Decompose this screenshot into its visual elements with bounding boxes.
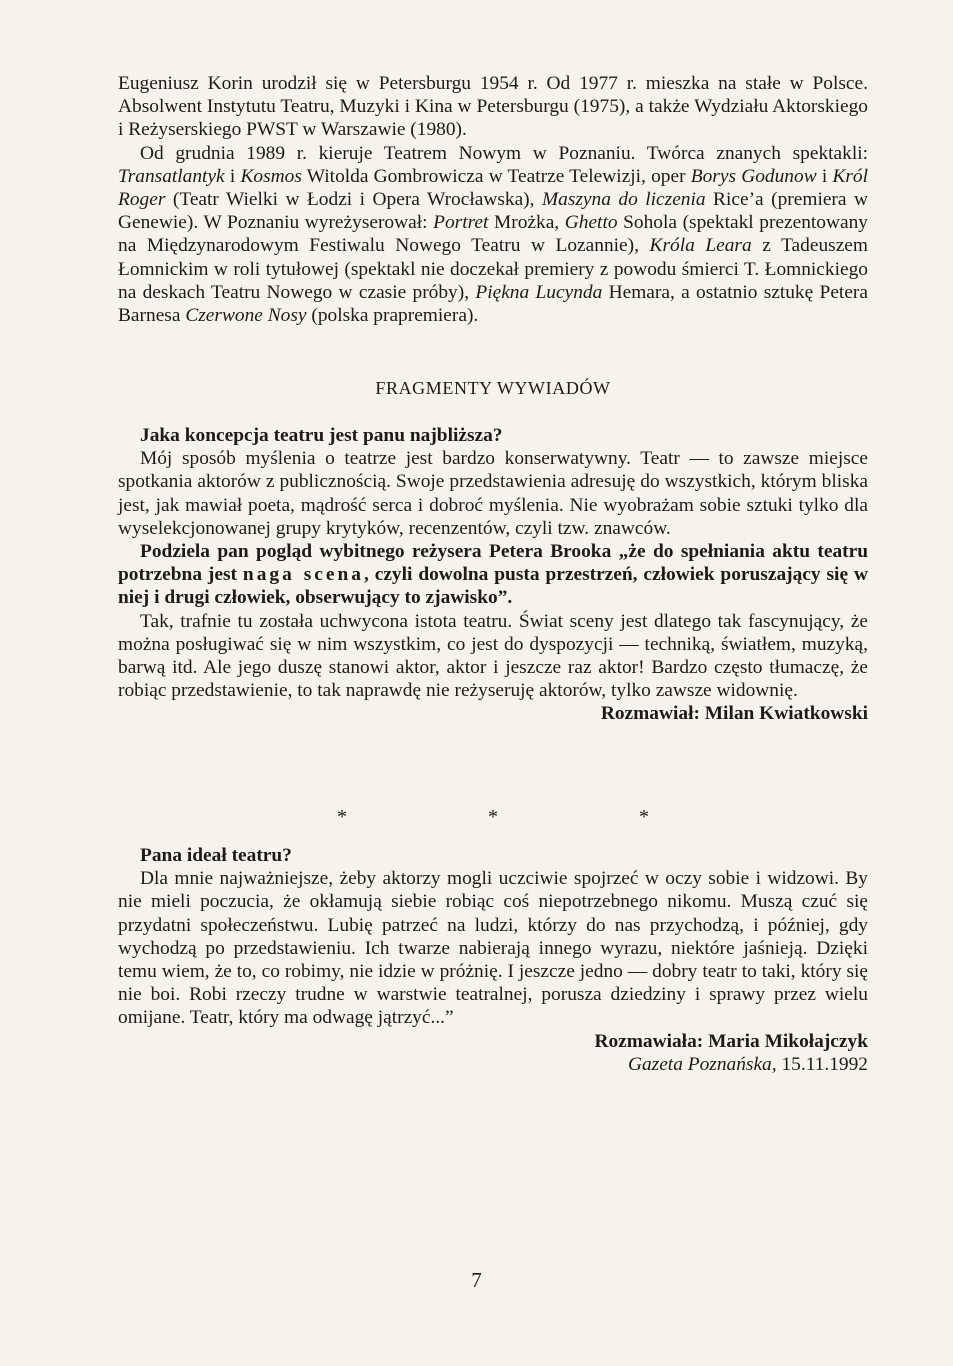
title-krol-roger: Król Roger xyxy=(118,165,868,211)
answer-1: Mój sposób myślenia o teatrze jest bardzo konserwatywny. Teatr — to zawsze miejsce spotkania aktorów z publicznością. Swoje przedstawienia adresuję do wszystkich, którym bliska jest, jak mawiał poeta, mądrość serca i dobroć myślenia. Nie wyobrażam sobie sztuki tylko dla wyselekcjonowanej grupy krytyków, recenzentów, czyli tzw. znawców. xyxy=(118,448,868,539)
title-czerwone-nosy: Czerwone Nosy xyxy=(185,305,307,327)
bio-text: (polska prapremiera). xyxy=(306,305,479,327)
bio-text: Mrożka, xyxy=(488,212,565,234)
bio-text: Hemara, a ostatnio sztukę Petera Barnesa xyxy=(118,281,868,327)
biography-section xyxy=(118,72,868,327)
answer-3: Dla mnie najważniejsze, żeby aktorzy mogli uczciwie spojrzeć w oczy sobie i widzowi. By nie mieli poczucia, że okłamują siebie robiąc coś niepotrzebnego nikomu. Muszą czuć się przydatni społeczeństwu. Lubię patrzeć na ludzi, którzy do nas przychodzą, i później, gdy wychodzą po przedstawieniu. Ich twarze nabierają innego wyrazu, niektóre jaśnieją. Dzięki temu wiem, że to, co robimy, nie idzie w próżnię. I jeszcze jedno — dobry teatr to taki, który się nie boi. Robi rzeczy trudne w warstwie teatralnej, porusza dziedziny i sprawy przez wielu omijane. Teatr, który ma odwagę jątrzyć...” xyxy=(118,868,868,1029)
bio-text: Rice’a (premiera w Genewie). W Poznaniu wyreżyserował: xyxy=(118,189,868,234)
title-transatlantyk: Transatlantyk xyxy=(118,165,225,187)
bio-paragraph-1 xyxy=(118,72,868,142)
question-2 xyxy=(118,540,868,610)
question-3: Pana ideał teatru? xyxy=(140,845,292,866)
emphasized-phrase: naga scena xyxy=(242,564,364,586)
title-ghetto: Ghetto xyxy=(564,212,618,234)
section-separator: * * * xyxy=(337,806,717,828)
question-text: Podziela pan pogląd wybitnego reżysera Petera Brooka „że do spełniania aktu teatru potrzebna jest xyxy=(118,541,868,586)
interviewer-signature-2: Rozmawiała: Maria Mikołajczyk xyxy=(594,1030,868,1052)
title-portret: Portret xyxy=(433,212,489,234)
section-heading: FRAGMENTY WYWIADÓW xyxy=(375,378,611,398)
question-1: Jaka koncepcja teatru jest panu najbliższa? xyxy=(140,425,503,446)
bio-text: Eugeniusz Korin urodził się w Petersburgu 1954 r. Od 1977 r. mieszka na stałe w Polsce. Absolwent Instytutu Teatru, Muzyki i Kina w Petersburgu (1975), a także Wydziału Aktorskiego i Reżyserskiego PWST w Warszawie (1980). xyxy=(118,73,868,141)
title-borys-godunow: Borys Godunow xyxy=(690,165,817,187)
bio-paragraph-2 xyxy=(118,142,868,328)
source-title: Gazeta Poznańska, xyxy=(627,1053,777,1075)
bio-text: Od grudnia 1989 r. kieruje Teatrem Nowym w Poznaniu. Twórca znanych spektakli: xyxy=(140,142,868,164)
page-number: 7 xyxy=(471,1268,482,1292)
interviewer-signature-1: Rozmawiał: Milan Kwiatkowski xyxy=(600,703,868,725)
bio-text: Sohola (spektakl prezentowany na Międzynarodowym Festiwalu Nowego Teatru w Lozannie), xyxy=(118,212,868,257)
bio-text: (Teatr Wielki w Łodzi i Opera Wrocławska), xyxy=(165,189,542,211)
bio-text: i xyxy=(816,165,833,187)
source-citation xyxy=(118,1053,868,1076)
answer-2: Tak, trafnie tu została uchwycona istota teatru. Świat sceny jest dlatego tak fascynujący, że można posługiwać się w nim wszystkim, co jest do dyspozycji — techniką, światłem, muzyką, barwą itd. Ale jego duszę stanowi aktor, aktor i jeszcze raz aktor! Bardzo często tłumaczę, że robiąc przedstawienie, to tak naprawdę nie reżyseruję aktorów, tylko zawsze widownię. xyxy=(118,610,868,702)
title-maszyna: Maszyna do liczenia xyxy=(541,189,706,211)
bio-text: i xyxy=(224,165,241,187)
bio-text: z Tadeuszem Łomnickim w roli tytułowej (spektakl nie doczekał premiery z powodu śmierci T. Łomnickiego na deskach Teatru Nowego w czasie próby), xyxy=(118,235,868,303)
title-piekna-lucynda: Piękna Lucynda xyxy=(475,281,603,303)
source-date: 15.11.1992 xyxy=(776,1053,868,1075)
title-krola-leara: Króla Leara xyxy=(649,235,752,257)
question-text: , czyli dowolna pusta przestrzeń, człowiek poruszający się w niej i drugi człowiek, obserwujący to zjawisko”. xyxy=(118,564,868,609)
interview-2 xyxy=(118,844,868,1076)
bio-text: Witolda Gombrowicza w Teatrze Telewizji, oper xyxy=(301,165,691,187)
interview-1 xyxy=(118,424,868,726)
title-kosmos: Kosmos xyxy=(240,165,302,187)
